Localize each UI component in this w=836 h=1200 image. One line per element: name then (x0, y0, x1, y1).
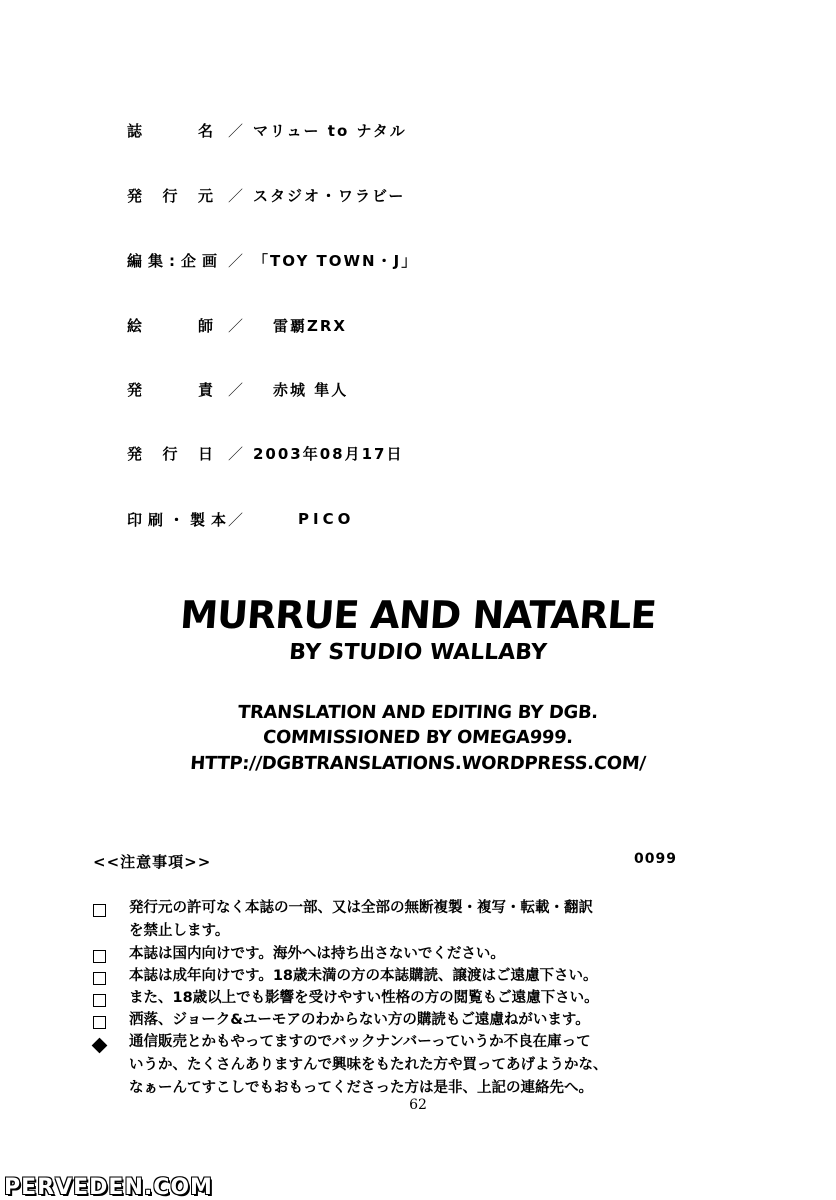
colophon-row-editing (127, 245, 418, 275)
colophon-separator: ／ (227, 186, 244, 205)
checkbox-icon (93, 1014, 111, 1027)
colophon-label: 発行日 (127, 444, 219, 463)
colophon-label: 発行元 (127, 186, 219, 205)
colophon-label: 絵師 (127, 316, 219, 335)
colophon-row-publisher (127, 180, 405, 210)
colophon-value: マリュー to ナタル (253, 121, 407, 140)
colophon-separator: ／ (227, 380, 244, 399)
note-item (93, 897, 713, 943)
book-byline: BY STUDIO WALLABY (288, 640, 548, 665)
colophon-separator: ／ (227, 444, 244, 463)
colophon-label: 印刷・製本 (127, 510, 233, 529)
note-item (93, 987, 713, 1010)
colophon-separator: ／ (227, 251, 244, 270)
note-text: 本誌は国内向けです。海外へは持ち出さないでください。 (129, 946, 505, 962)
translator-url: HTTP://DGBTRANSLATIONS.WORDPRESS.COM/ (189, 753, 647, 774)
page-number: 62 (409, 1097, 427, 1113)
note-text: また、18歳以上でも影響を受けやすい性格の方の閲覧もご遠慮下さい。 (129, 990, 599, 1006)
checkbox-icon (93, 992, 111, 1005)
colophon-row-responsible (127, 374, 348, 404)
colophon-separator: ／ (227, 121, 244, 140)
checkbox-icon (93, 902, 111, 915)
colophon-label: 発責 (127, 380, 219, 399)
note-item (93, 943, 713, 966)
checkbox-icon (93, 948, 111, 961)
colophon-value: PICO (298, 510, 355, 528)
colophon-value: 「TOY TOWN・J」 (253, 251, 419, 270)
notes-heading: <<注意事項>> (93, 853, 212, 871)
note-text: 本誌は成年向けです。18歳未満の方の本誌購読、譲渡はご遠慮下さい。 (129, 968, 598, 984)
notes-code: 0099 (634, 851, 677, 867)
colophon-label: 編集:企画 (127, 251, 223, 270)
filled-box-icon (93, 1036, 111, 1049)
colophon-row-printing (127, 504, 354, 534)
note-item (93, 965, 713, 988)
colophon-value: 2003年08月17日 (253, 444, 404, 463)
note-text: 発行元の許可なく本誌の一部、又は全部の無断複製・複写・転載・翻訳 を禁止します。 (129, 900, 593, 939)
translation-credit: TRANSLATION AND EDITING BY DGB. (237, 702, 599, 723)
colophon-value: 赤城 隼人 (273, 380, 349, 399)
colophon-separator: ／ (227, 510, 244, 529)
note-text: 通信販売とかもやってますのでバックナンバーっていうか不良在庫って いうか、たくさんありますんで興味をもたれた方や買ってあげようかな、 なぁーんてすこしでもおもってくださった方は是非、上記の連絡先へ。 (129, 1034, 608, 1096)
site-watermark: PERVEDEN.COM (4, 1175, 213, 1200)
note-item (93, 1009, 713, 1032)
colophon-row-title (127, 115, 407, 145)
commission-credit: COMMISSIONED BY OMEGA999. (262, 727, 574, 748)
colophon-row-artist (127, 310, 347, 340)
colophon-value: 雷覇ZRX (273, 316, 347, 335)
note-text: 洒落、ジョーク&ユーモアのわからない方の購読もご遠慮ねがいます。 (129, 1012, 590, 1028)
checkbox-icon (93, 970, 111, 983)
colophon-label: 誌名 (127, 121, 219, 140)
book-title: MURRUE AND NATARLE (178, 593, 658, 637)
colophon-row-date (127, 438, 404, 468)
colophon-value: スタジオ・ワラビー (253, 186, 406, 205)
colophon-separator: ／ (227, 316, 244, 335)
note-item (93, 1031, 713, 1100)
